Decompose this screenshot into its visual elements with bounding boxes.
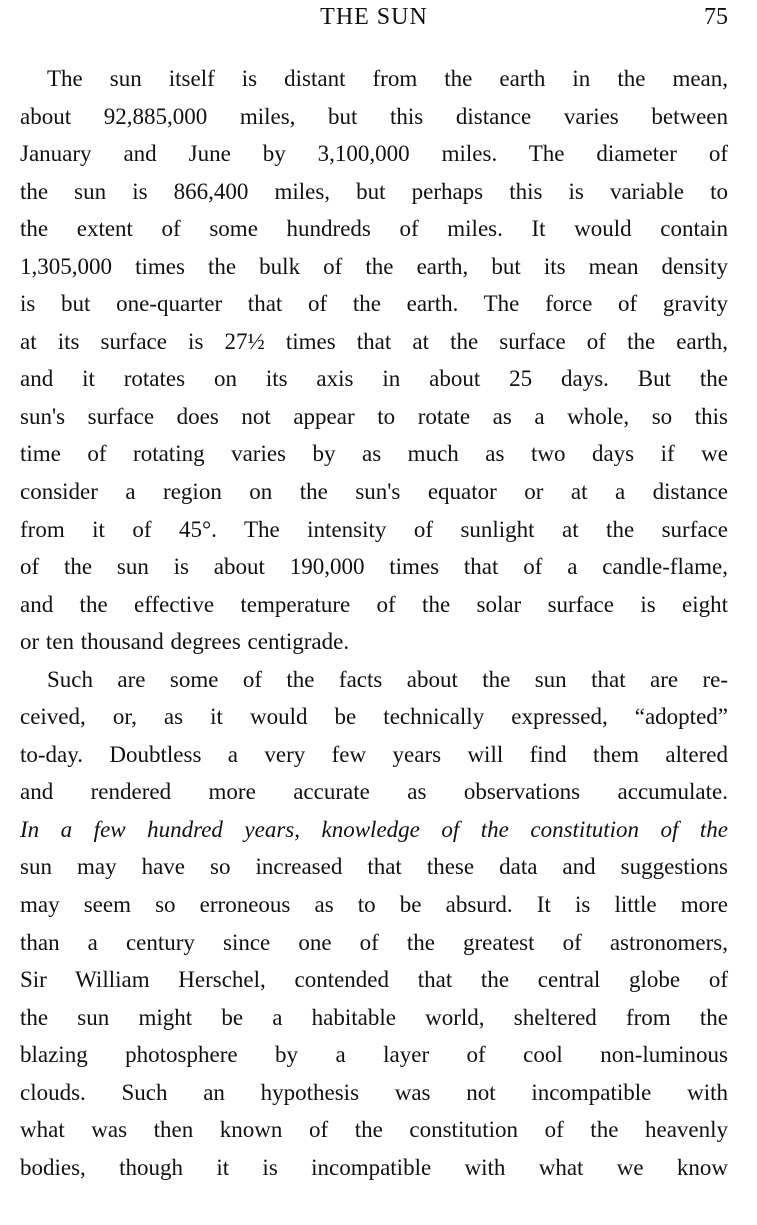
paragraph [20,661,728,1187]
text-line: consider a region on the sun's equator or at a distance [20,479,728,505]
text-line: may seem so erroneous as to be absurd. It is little more [20,892,728,918]
text-line: 1,305,000 times the bulk of the earth, but its mean density [20,253,728,279]
text-line: from it of 45°. The intensity of sunlight at the surface [20,516,728,542]
text-line: or ten thousand degrees centigrade. [20,629,350,655]
text-line: the sun is 866,400 miles, but perhaps this is variable to [20,178,728,204]
page-number: 75 [704,4,728,30]
body-text [20,60,728,1186]
running-head [20,4,728,38]
text-line: The sun itself is distant from the earth in the mean, [47,66,728,91]
text-line: bodies, though it is incompatible with what we know [20,1154,728,1180]
text-line: In a few hundred years, knowledge of the constitution of the [20,816,728,842]
text-line: January and June by 3,100,000 miles. The diameter of [20,141,728,167]
text-line: time of rotating varies by as much as two days if we [20,441,728,467]
text-line: and rendered more accurate as observations accumulate. [20,779,728,805]
text-line: blazing photosphere by a layer of cool non-luminous [20,1042,728,1068]
text-line: the extent of some hundreds of miles. It would contain [20,216,728,242]
text-line: Sir William Herschel, contended that the central globe of [20,967,728,993]
running-title: THE SUN [320,4,428,30]
text-line: at its surface is 27½ times that at the surface of the earth, [20,328,728,354]
paragraph [20,60,728,661]
text-line: Such are some of the facts about the sun that are re- [47,666,728,692]
text-line: and it rotates on its axis in about 25 days. But the [20,366,728,392]
text-line: sun may have so increased that these data and suggestions [20,854,728,880]
text-line: about 92,885,000 miles, but this distance varies between [20,103,728,129]
text-line: sun's surface does not appear to rotate as a whole, so this [20,403,728,429]
text-line: what was then known of the constitution of the heavenly [20,1117,728,1143]
text-line: clouds. Such an hypothesis was not incompatible with [20,1079,728,1105]
text-line: and the effective temperature of the solar surface is eight [20,591,728,617]
text-line: than a century since one of the greatest of astronomers, [20,929,728,955]
text-line: of the sun is about 190,000 times that of a candle-flame, [20,554,728,580]
text-line: to-day. Doubtless a very few years will find them altered [20,741,728,767]
text-line: the sun might be a habitable world, sheltered from the [20,1004,728,1030]
text-line: ceived, or, as it would be technically expressed, “adopted” [20,704,728,730]
text-line: is but one-quarter that of the earth. The force of gravity [20,291,728,317]
